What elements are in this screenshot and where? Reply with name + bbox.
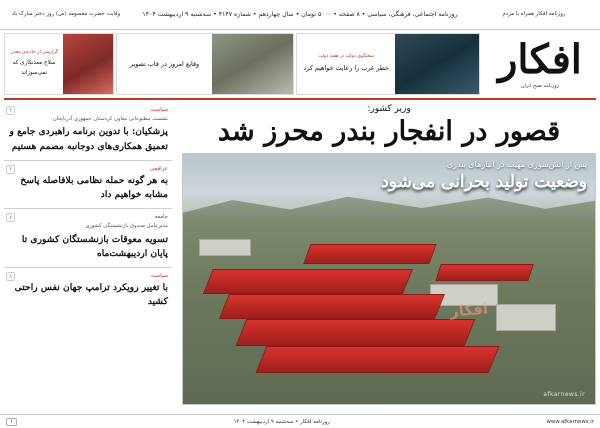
photo-roof-5 (303, 244, 436, 264)
sidebar-section-1: سیاست (150, 107, 168, 113)
sidebar-stories (4, 102, 172, 316)
main-story-kicker: وزیر کشور: (367, 104, 411, 114)
photo-overlay-kicker: پس از آتش‌سوزی مهیب در انبارهای بندری (446, 159, 587, 169)
sidebar-kicker-1: نشست مطبوعاتی معاون کردستان جمهوری آذربایجان (52, 116, 168, 122)
sidebar-page-number-3: ۷ (6, 213, 15, 222)
promo-headline-left: سلاح معدنکاری که نمی‌سوزاند (12, 60, 56, 77)
footer-center-text: روزنامه افکار • سه‌شنبه ۹ اردیبهشت ۱۴۰۴ (233, 418, 330, 425)
photo-watermark-url: afkarnews.ir (543, 390, 585, 398)
masthead-row (0, 31, 600, 97)
sidebar-page-number-1: ۲ (6, 106, 15, 115)
photo-watermark-logo: افکار (449, 299, 489, 321)
sidebar-item-3[interactable] (4, 208, 172, 267)
promo-kicker-left: گزارشی از حادثه‌ی معدن (10, 50, 59, 56)
photo-roof-1 (203, 269, 413, 294)
sidebar-section-3: جامعه (154, 214, 168, 221)
promo-text-mid (297, 34, 395, 94)
sidebar-item-4[interactable] (4, 267, 172, 316)
photo-roof-4 (256, 346, 500, 373)
sidebar-headline-4: با تغییر رویکرد ترامپ جهان نفس راحتی کشید (14, 282, 168, 308)
promo-card-left[interactable] (4, 33, 114, 95)
photo-overlay-headline: وضعیت تولید بحرانی می‌شود (381, 171, 587, 192)
masthead-divider-rule (4, 98, 596, 100)
promo-headline-far: وقایع امروز در قاب تصویر (129, 60, 200, 69)
main-story-column (182, 102, 596, 405)
masthead-meta-strip (0, 0, 600, 30)
sidebar-headline-3: تسویه معوقات بازنشستگان کشوری تا پایان اردیبهشت‌ماه (21, 233, 168, 259)
page-footer (0, 414, 600, 428)
promo-kicker-mid: سخنگوی دولت در هفته دولت (318, 54, 375, 60)
masthead-meta-left: روزنامه افکار همراه با مردم (502, 11, 566, 18)
masthead-meta-right: وقایت حضرت معصومه (س) روز دختر مبارک باد (11, 11, 121, 18)
sidebar-item-1[interactable] (4, 102, 172, 160)
promo-card-mid[interactable] (296, 33, 480, 95)
photo-building-2 (496, 304, 556, 331)
promo-headline-mid: خطر غرب را رعایت خواهیم کرد (303, 64, 389, 73)
photo-roof-3 (235, 319, 475, 346)
sidebar-section-2: عراقچی (149, 165, 168, 172)
paper-logo[interactable] (484, 31, 596, 97)
sidebar-page-number-4: ۸ (6, 272, 15, 281)
paper-tagline: روزنامه صبح ایران (520, 82, 560, 89)
promo-photo-far (205, 34, 293, 94)
promo-photo-left (63, 34, 113, 94)
footer-website[interactable]: www.afkarnews.ir (546, 418, 594, 425)
promo-text-left (5, 34, 63, 94)
photo-roof-6 (436, 264, 534, 281)
sidebar-section-4: سیاست (150, 273, 168, 280)
promo-text-far (117, 34, 212, 94)
photo-roof-2 (219, 294, 445, 319)
sidebar-page-number-2: ۳ (6, 165, 15, 174)
paper-name: افکار (498, 35, 582, 83)
main-story-headline[interactable]: قصور در انفجار بندر محرز شد (217, 116, 561, 147)
sidebar-headline-2: به هر گونه حمله نظامی بلافاصله پاسخ مشابه خواهیم داد (20, 174, 168, 201)
sidebar-headline-1: پزشکیان: با تدوین برنامه راهبردی جامع و تعمیق همکاری‌های دوجانبه مصمم هستیم (9, 126, 168, 152)
footer-page-number: ۱ (6, 418, 17, 426)
main-story-photo[interactable] (182, 153, 596, 405)
photo-building-3 (199, 239, 250, 256)
masthead-meta-center: روزنامه اجتماعی، فرهنگی، سیاسی • ۸ صفحه • ۵۰۰۰ تومان • سال چهاردهم • شماره ۴۱۴۷ • سه‌شنبه ۹ اردیبهشت ۱۴۰۴ (142, 11, 458, 18)
promo-card-far[interactable] (116, 33, 294, 95)
sidebar-kicker-3: مدیرعامل صندوق بازنشستگی کشوری (85, 223, 168, 230)
promo-photo-mid (395, 34, 479, 94)
sidebar-item-2[interactable] (4, 160, 172, 209)
